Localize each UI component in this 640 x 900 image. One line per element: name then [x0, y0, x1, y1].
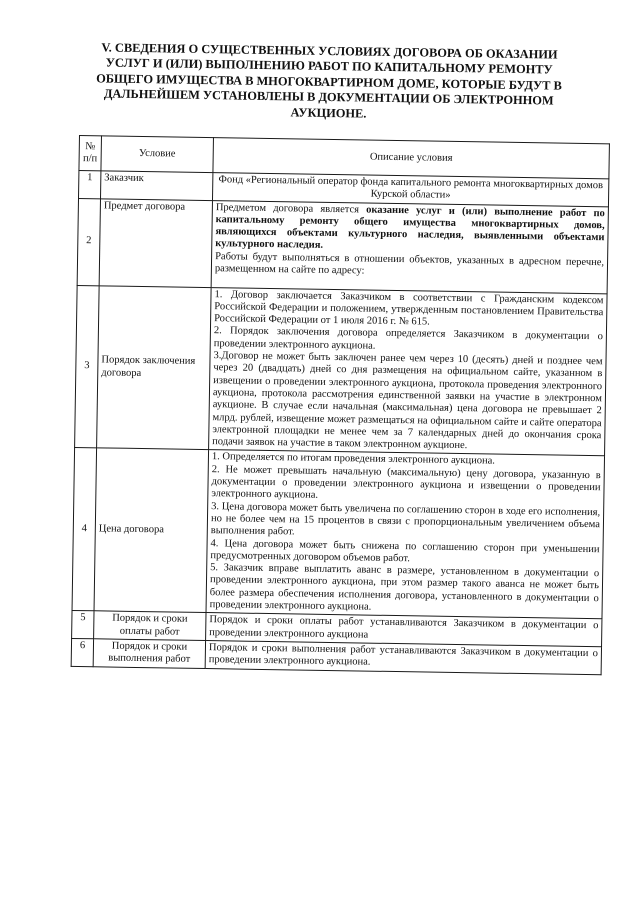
section-heading: V. СВЕДЕНИЯ О СУЩЕСТВЕННЫХ УСЛОВИЯХ ДОГОВОРА ОБ ОКАЗАНИИ УСЛУГ И (ИЛИ) ВЫПОЛНЕНИЮ РАБОТ ПО КАПИТАЛЬНОМУ РЕМОНТУ ОБЩЕГО ИМУЩЕСТВА В МНОГОКВАРТИРНОМ ДОМЕ, КОТОРЫЕ БУДУТ В ДАЛЬНЕЙШЕМ УСТАНОВЛЕНЫ В ДОКУМЕНТАЦИИ ОБ ЭЛЕКТРОННОМ АУКЦИОНЕ. — [96, 40, 562, 121]
description-text: Предметом договора является оказание услуг и (или) выполнение работ по капитальному ремонту общего имущества многоквартирных домов, являющихся объектами культурного наследия, выявленными объектами культурного наследия. Работы будут выполняться в отношении объектов, указанных в адресном перечне, размещенном на сайте по адресу: — [214, 201, 605, 277]
list-item: 1. Определяется по итогам проведения электронного аукциона. — [211, 451, 496, 468]
row-description — [211, 200, 608, 293]
row-condition: Порядок заключения договора — [97, 285, 212, 450]
table-row — [75, 285, 607, 456]
row-condition: Порядок и сроки выполнения работ — [93, 639, 205, 668]
row-number: 2 — [77, 198, 100, 285]
row-condition: Предмет договора — [99, 198, 212, 287]
row-description — [209, 287, 608, 456]
row-condition: Порядок и сроки оплаты работ — [94, 611, 206, 640]
row-description: Порядок и сроки оплаты работ устанавливаются Заказчиком в документации о проведении электронного аукциона — [206, 613, 602, 647]
list-item: 1. Договор заключается Заказчиком в соответствии с Гражданским кодексом Российской Федерации и положением, утвержденным постановлением Правительства Российской Федерации от 1 июля 2016 г. № 615. — [214, 288, 604, 328]
list-item: 3.Договор не может быть заключен ранее чем через 10 (десять) дней и позднее чем через 20 (двадцать) дней со дня размещения на официальном сайте, указанном в извещении о проведении электронного аукциона, протокола проведения электронного аукциона, протокола рассмотрения единственной заявки на участие в электронном аукционе. В случае если начальная (максимальная) цена договора не превышает 2 млрд. рублей, извещение может размещаться на официальном сайте и сайте оператора электронной площадки не менее чем за 7 календарных дней до окончания срока подачи заявок на участие в таком электронном аукционе. — [212, 350, 603, 452]
row-condition: Заказчик — [101, 171, 213, 200]
contract-terms-table — [71, 135, 610, 675]
row-description: Фонд «Региональный оператор фонда капитального ремонта многоквартирных домов Курской области» — [212, 173, 608, 207]
row-number: 1 — [79, 171, 101, 199]
list-item: 4. Цена договора может быть снижена по соглашению сторон при уменьшении предусмотренных договором объемов работ. — [210, 537, 600, 565]
row-number: 3 — [75, 285, 100, 448]
header-num: № п/п — [79, 136, 102, 171]
row-description: Порядок и сроки выполнения работ устанавливаются Заказчиком в документации о проведении электронного аукциона. — [205, 640, 601, 674]
table-row — [77, 198, 608, 293]
row-number: 5 — [72, 611, 94, 639]
list-item: 3. Цена договора может быть увеличена по соглашению сторон в ходе его исполнения, но не более чем на 15 процентов в связи с пропорциональным увеличением объема выполнения работ. — [210, 500, 601, 538]
list-item: 2. Не может превышать начальную (максимальную) цену договора, указанную в документации о проведении электронного аукциона и извещении о проведении электронного аукциона. — [211, 463, 601, 502]
table-row — [72, 448, 604, 619]
row-number: 6 — [71, 638, 93, 666]
header-condition: Условие — [101, 136, 214, 173]
header-description: Описание условия — [213, 138, 610, 179]
row-description — [206, 450, 605, 619]
list-item: 5. Заказчик вправе выплатить аванс в размере, установленном в документации о проведении электронного аукциона, при этом размер такого аванса не может быть более размера обеспечения исполнения договора, установленного в документации о проведении электронного аукциона. — [209, 562, 600, 613]
list-item: 2. Порядок заключения договора определяется Заказчиком в документации о проведении электронного аукциона. — [213, 325, 603, 352]
row-number: 4 — [72, 448, 97, 611]
row-condition: Цена договора — [94, 448, 209, 613]
